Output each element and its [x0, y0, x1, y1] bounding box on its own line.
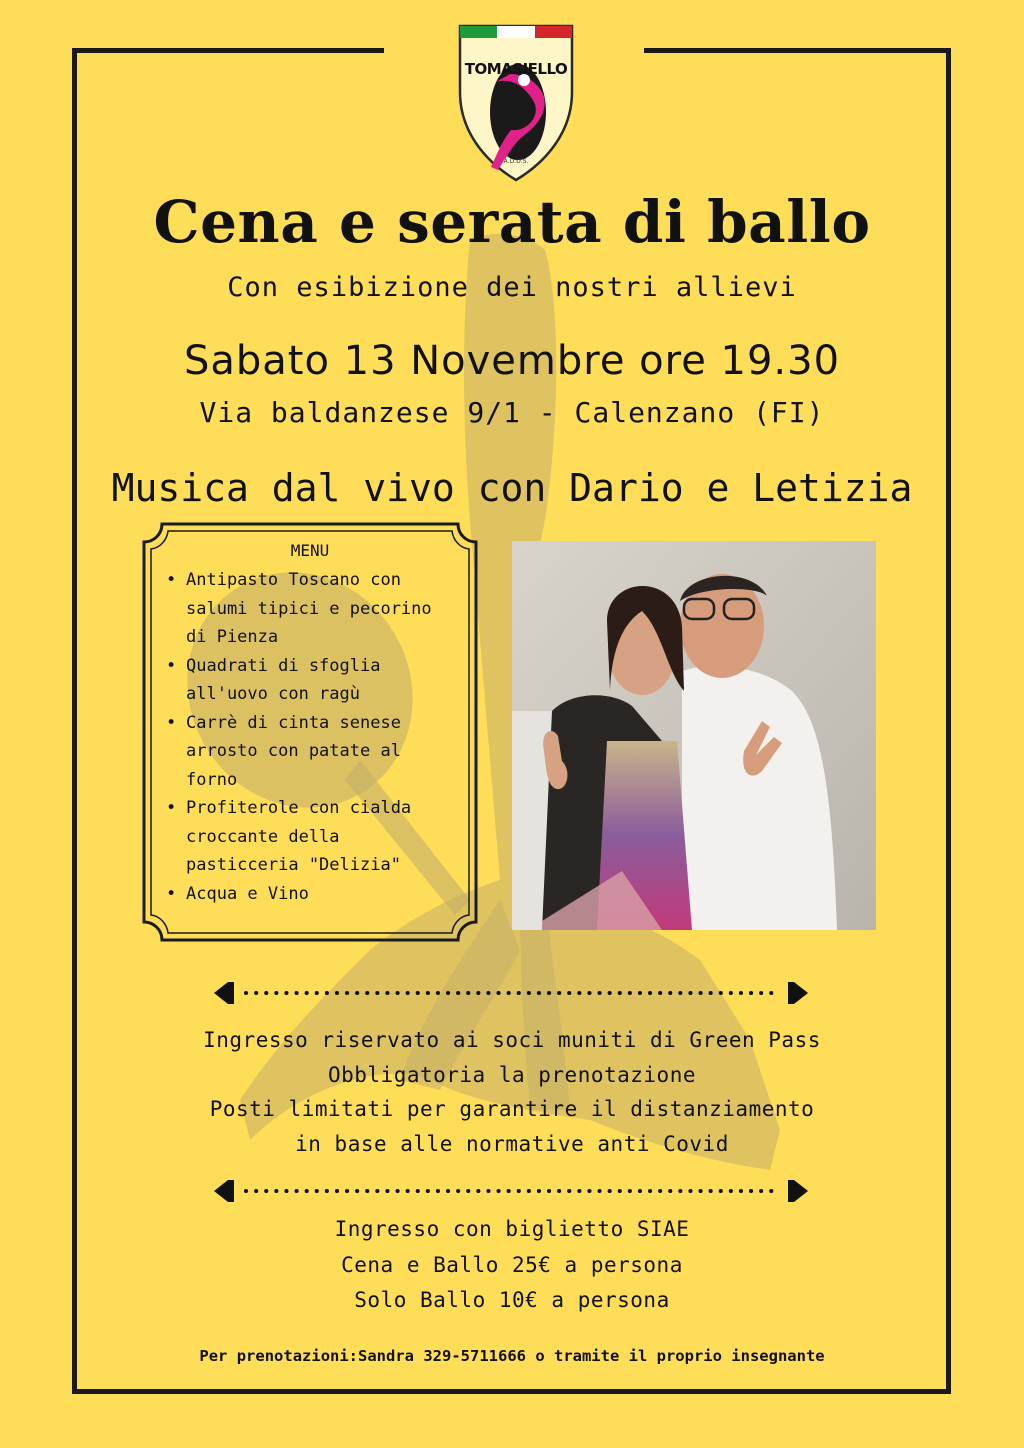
info-block [0, 1023, 1024, 1161]
booking-info: Per prenotazioni:Sandra 329-5711666 o tramite il proprio insegnante [199, 1347, 825, 1365]
menu-item: • Antipasto Toscano con salumi tipici e pecorino di Pienza [162, 566, 462, 652]
frame-top-right [644, 48, 951, 53]
price-line: Cena e Ballo 25€ a persona [341, 1252, 683, 1277]
divider-top [214, 980, 808, 1006]
info-line: in base alle normative anti Covid [295, 1131, 729, 1156]
frame-top-left [72, 48, 384, 53]
price-block [0, 1212, 1024, 1319]
info-line: Obbligatoria la prenotazione [327, 1062, 696, 1087]
event-music: Musica dal vivo con Dario e Letizia [111, 466, 913, 510]
event-date: Sabato 13 Novembre ore 19.30 [183, 338, 841, 384]
logo-tagline: A.D.D.S. [503, 158, 529, 165]
menu-item: • Profiterole con cialda croccante della pasticceria "Delizia" [162, 794, 462, 880]
divider-bottom [214, 1178, 808, 1204]
arrow-left-icon [214, 982, 234, 1004]
price-line: Solo Ballo 10€ a persona [354, 1288, 670, 1312]
price-line: Ingresso con biglietto SIAE [334, 1217, 690, 1241]
page-title: Cena e serata di ballo [153, 188, 871, 256]
menu-title: MENU [290, 541, 330, 560]
info-line: Ingresso riservato ai soci muniti di Green Pass [203, 1028, 821, 1052]
menu-item: • Carrè di cinta senese arrosto con patate al forno [162, 709, 462, 795]
menu-item: • Quadrati di sfoglia all'uovo con ragù [162, 652, 462, 709]
arrow-right-icon [788, 982, 808, 1004]
club-logo [456, 22, 576, 184]
frame-bottom [72, 1389, 951, 1394]
menu-item: • Acqua e Vino [162, 880, 462, 909]
menu-list [162, 566, 462, 908]
logo-name: TOMASIELLO [464, 60, 568, 78]
event-address: Via baldanzese 9/1 - Calenzano (FI) [199, 396, 825, 429]
page-subtitle: Con esibizione dei nostri allievi [227, 272, 797, 303]
info-line: Posti limitati per garantire il distanziamento [209, 1097, 815, 1121]
arrow-left-icon [214, 1180, 234, 1202]
musicians-photo [512, 541, 876, 930]
arrow-right-icon [788, 1180, 808, 1202]
